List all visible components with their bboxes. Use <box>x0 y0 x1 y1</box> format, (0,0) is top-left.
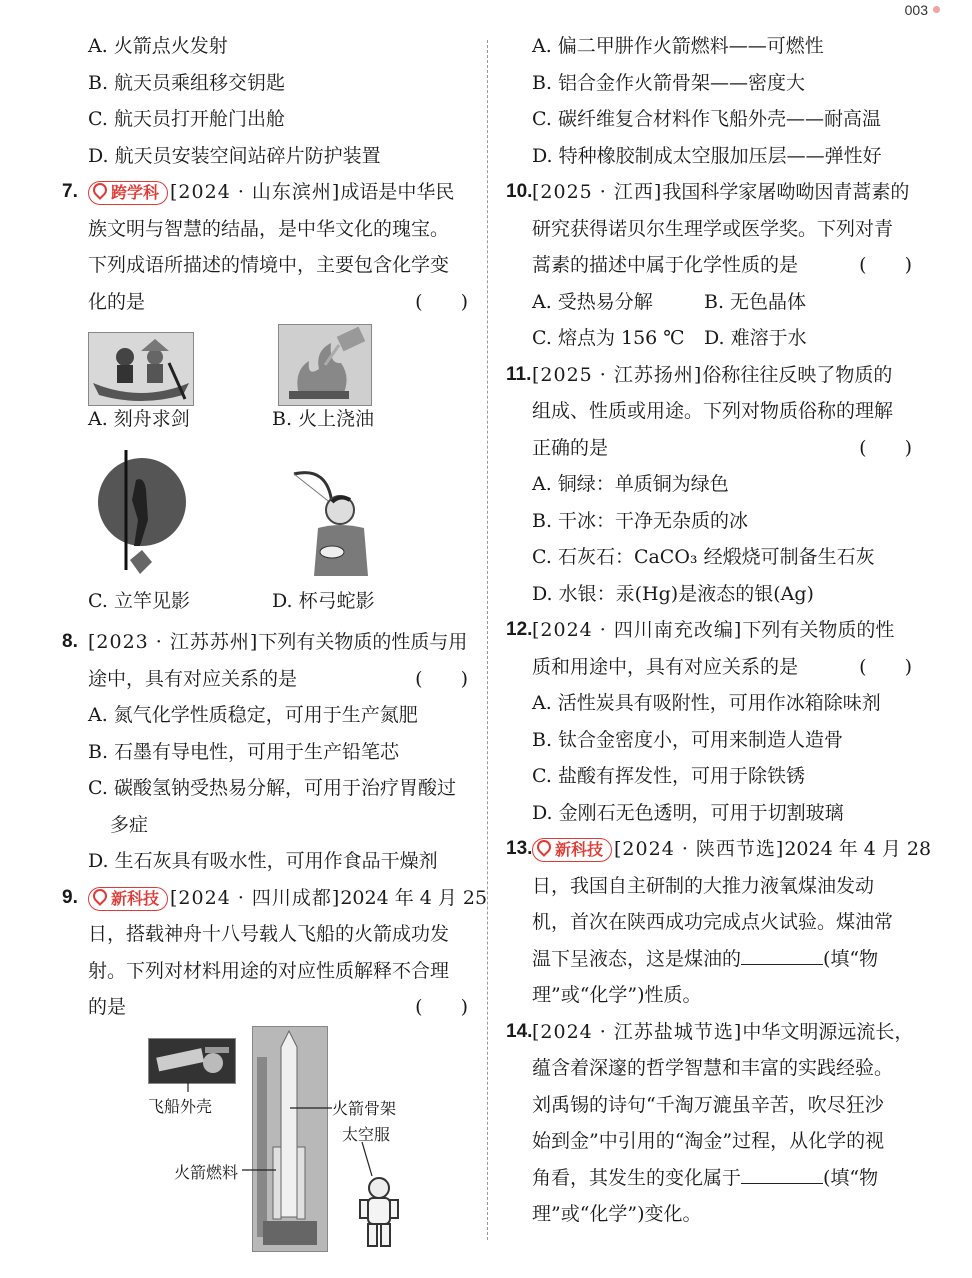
q9-text-1: 2024 年 4 月 25 <box>340 886 488 909</box>
q7-tag-label: 跨学科 <box>111 183 160 202</box>
q11-source: [2025 · 江苏扬州] <box>532 363 703 386</box>
q8-option-b: B. 石墨有导电性，可用于生产铅笔芯 <box>88 740 400 763</box>
q14-number: 14. <box>506 1020 533 1042</box>
q12-option-c: C. 盐酸有挥发性，可用于除铁锈 <box>532 765 805 787</box>
q10-text-1: 我国科学家屠呦呦因青蒿素的 <box>662 181 910 203</box>
q10-option-c: C. 熔点为 156 ℃ <box>532 327 685 349</box>
q10-stem-line1 <box>506 174 916 211</box>
q7-stem-line4 <box>62 284 472 321</box>
q7-text-4: 化的是 <box>88 290 146 313</box>
q14-stem-line3: 刘禹锡的诗句“千淘万漉虽辛苦，吹尽狂沙 <box>532 1093 884 1116</box>
q6-option-a: A. 火箭点火发射 <box>88 35 228 57</box>
boat-picture <box>88 332 194 406</box>
q10-option-b: B. 无色晶体 <box>704 290 807 313</box>
pole-shadow-picture <box>96 450 188 586</box>
q9-rocket-figure <box>62 1026 472 1256</box>
q12-option-a: A. 活性炭具有吸附性，可用作冰箱除味剂 <box>532 692 881 714</box>
label-spacesuit: 太空服 <box>342 1124 391 1144</box>
q11-answer-paren: ( ) <box>859 436 912 459</box>
q7-text-1: 成语是中华民 <box>340 181 455 203</box>
location-pin-icon <box>90 180 110 200</box>
left-column <box>62 28 488 1256</box>
q13-number: 13. <box>506 838 533 859</box>
q12-option-d: D. 金刚石无色透明，可用于切割玻璃 <box>532 801 844 824</box>
q14-text-1: 中华文明源远流长， <box>742 1020 914 1043</box>
q9-source: [2024 · 四川成都] <box>170 886 341 909</box>
q8-option-c: C. 碳酸氢钠受热易分解，可用于治疗胃酸过 <box>88 777 456 799</box>
q8-answer-paren: ( ) <box>415 667 468 690</box>
q13-text-4: 温下呈液态，这是煤油的 <box>532 947 742 970</box>
q12-source: [2024 · 四川南充改编] <box>532 619 743 641</box>
q10-option-a: A. 受热易分解 <box>532 290 653 313</box>
q6-option-c: C. 航天员打开舱门出舱 <box>88 108 285 130</box>
q10-number: 10. <box>506 181 533 202</box>
q14-stem-line1 <box>506 1014 916 1051</box>
q11-stem-line1 <box>506 357 916 394</box>
q13-text-1: 2024 年 4 月 28 <box>784 838 932 860</box>
fire-oil-picture <box>278 324 372 406</box>
q12-number: 12. <box>506 619 533 640</box>
label-rocket-frame: 火箭骨架 <box>332 1098 397 1118</box>
q9-stem-line2: 日，搭载神舟十八号载人飞船的火箭成功发 <box>88 923 450 945</box>
q11-option-d: D. 水银：汞(Hg)是液态的银(Ag) <box>532 582 814 605</box>
q8-stem-line1 <box>62 624 472 661</box>
q11-text-3: 正确的是 <box>532 436 609 459</box>
q12-text-2: 质和用途中，具有对应关系的是 <box>532 655 799 678</box>
q10-options-row2 <box>506 320 916 357</box>
q12-stem-line1 <box>506 612 916 649</box>
q8-source: [2023 · 江苏苏州] <box>88 631 259 653</box>
q14-text-5: 角看，其发生的变化属于 <box>532 1166 742 1189</box>
rocket-leader-lines <box>62 1026 472 1256</box>
q9-stem-line3: 射。下列对材料用途的对应性质解释不合理 <box>88 959 450 982</box>
bow-cup-picture <box>288 464 372 582</box>
q10-answer-paren: ( ) <box>859 254 912 276</box>
q13-tag <box>532 838 612 862</box>
q9-answer-paren: ( ) <box>415 996 468 1018</box>
q12-option-b: B. 钛合金密度小，可用来制造人造骨 <box>532 728 844 751</box>
q7-images-row1 <box>62 320 472 442</box>
q14-stem-line4: 始到金”中引用的“淘金”过程，从化学的视 <box>532 1130 885 1152</box>
q8-text-1: 下列有关物质的性质与用 <box>258 631 468 653</box>
label-rocket-fuel: 火箭燃料 <box>174 1162 239 1182</box>
q13-stem-line2: 日，我国自主研制的大推力液氧煤油发动 <box>532 874 875 897</box>
q11-stem-line2: 组成、性质或用途。下列对物质俗称的理解 <box>532 400 894 422</box>
q11-number: 11. <box>506 363 532 385</box>
q11-option-a: A. 铜绿：单质铜为绿色 <box>532 473 729 495</box>
q9-option-b: B. 铝合金作火箭骨架——密度大 <box>532 71 806 94</box>
q13-stem-line1 <box>506 831 932 868</box>
q9-number: 9. <box>62 886 78 908</box>
q7-answer-paren: ( ) <box>415 290 468 313</box>
q9-tag <box>88 887 168 911</box>
q13-stem-line4 <box>506 941 916 978</box>
q12-text-1: 下列有关物质的性 <box>742 619 895 641</box>
column-divider <box>487 40 488 1240</box>
q7-caption-c: C. 立竿见影 <box>88 590 190 612</box>
q14-source: [2024 · 江苏盐城节选] <box>532 1020 743 1043</box>
q11-option-b: B. 干冰：干净无杂质的冰 <box>532 509 749 532</box>
q8-option-c-cont: 多症 <box>110 813 149 836</box>
q13-source: [2024 · 陕西节选] <box>614 838 785 860</box>
q11-text-1: 俗称往往反映了物质的 <box>702 363 893 386</box>
q9-stem-line4 <box>62 989 472 1026</box>
q7-number: 7. <box>62 181 78 202</box>
q9-option-d: D. 特种橡胶制成太空服加压层——弹性好 <box>532 144 882 167</box>
q6-option-b: B. 航天员乘组移交钥匙 <box>88 71 286 94</box>
right-column <box>506 28 932 1233</box>
q8-text-2: 途中，具有对应关系的是 <box>88 667 298 690</box>
q8-number: 8. <box>62 631 78 652</box>
q13-stem-line5: 理”或“化学”)性质。 <box>532 984 702 1006</box>
q14-stem-line6: 理”或“化学”)变化。 <box>532 1203 702 1225</box>
q14-answer-blank[interactable] <box>741 1161 823 1184</box>
q7-caption-b: B. 火上浇油 <box>272 408 375 430</box>
q10-options-row1 <box>506 284 916 321</box>
q14-text-6: (填“物 <box>823 1166 879 1189</box>
q10-stem-line2: 研究获得诺贝尔生理学或医学奖。下列对青 <box>532 217 894 240</box>
q8-option-a: A. 氮气化学性质稳定，可用于生产氮肥 <box>88 704 418 726</box>
label-spacecraft-shell: 飞船外壳 <box>148 1096 213 1116</box>
q12-stem-line2 <box>506 649 916 686</box>
q8-option-d: D. 生石灰具有吸水性，可用作食品干燥剂 <box>88 850 438 872</box>
q14-stem-line2: 蕴含着深邃的哲学智慧和丰富的实践经验。 <box>532 1057 894 1079</box>
q10-source: [2025 · 江西] <box>532 181 663 203</box>
q12-answer-paren: ( ) <box>859 655 912 678</box>
q13-stem-line3: 机，首次在陕西成功完成点火试验。煤油常 <box>532 911 894 933</box>
q9-option-a: A. 偏二甲肼作火箭燃料——可燃性 <box>532 35 824 57</box>
q6-option-d: D. 航天员安装空间站碎片防护装置 <box>88 144 381 167</box>
q7-images-row2 <box>62 442 472 624</box>
page-number: 003 <box>904 2 928 18</box>
q9-text-4: 的是 <box>88 996 127 1018</box>
q10-text-3: 蒿素的描述中属于化学性质的是 <box>532 254 799 276</box>
page-dot-icon <box>933 6 940 13</box>
q14-stem-line5 <box>506 1160 916 1197</box>
q13-tag-label: 新科技 <box>555 840 604 859</box>
q13-answer-blank[interactable] <box>741 942 823 965</box>
q11-option-c: C. 石灰石：CaCO₃ 经煅烧可制备生石灰 <box>532 546 875 568</box>
q7-source: [2024 · 山东滨州] <box>170 181 341 203</box>
q10-stem-line3 <box>506 247 916 284</box>
q9-option-c: C. 碳纤维复合材料作飞船外壳——耐高温 <box>532 108 881 130</box>
q7-caption-d: D. 杯弓蛇影 <box>272 590 375 612</box>
q13-text-5: (填“物 <box>823 947 879 970</box>
q7-stem-line1 <box>62 174 472 211</box>
q7-stem-line3: 下列成语所描述的情境中，主要包含化学变 <box>88 254 450 276</box>
location-pin-icon <box>534 837 554 857</box>
q11-stem-line3 <box>506 430 916 467</box>
q8-stem-line2 <box>62 661 472 698</box>
q9-tag-label: 新科技 <box>111 888 160 908</box>
q9-stem-line1 <box>62 880 488 917</box>
q7-stem-line2: 族文明与智慧的结晶，是中华文化的瑰宝。 <box>88 217 450 240</box>
q10-option-d: D. 难溶于水 <box>704 327 807 349</box>
location-pin-icon <box>90 886 110 906</box>
q7-caption-a: A. 刻舟求剑 <box>88 408 190 430</box>
q7-tag <box>88 181 168 205</box>
